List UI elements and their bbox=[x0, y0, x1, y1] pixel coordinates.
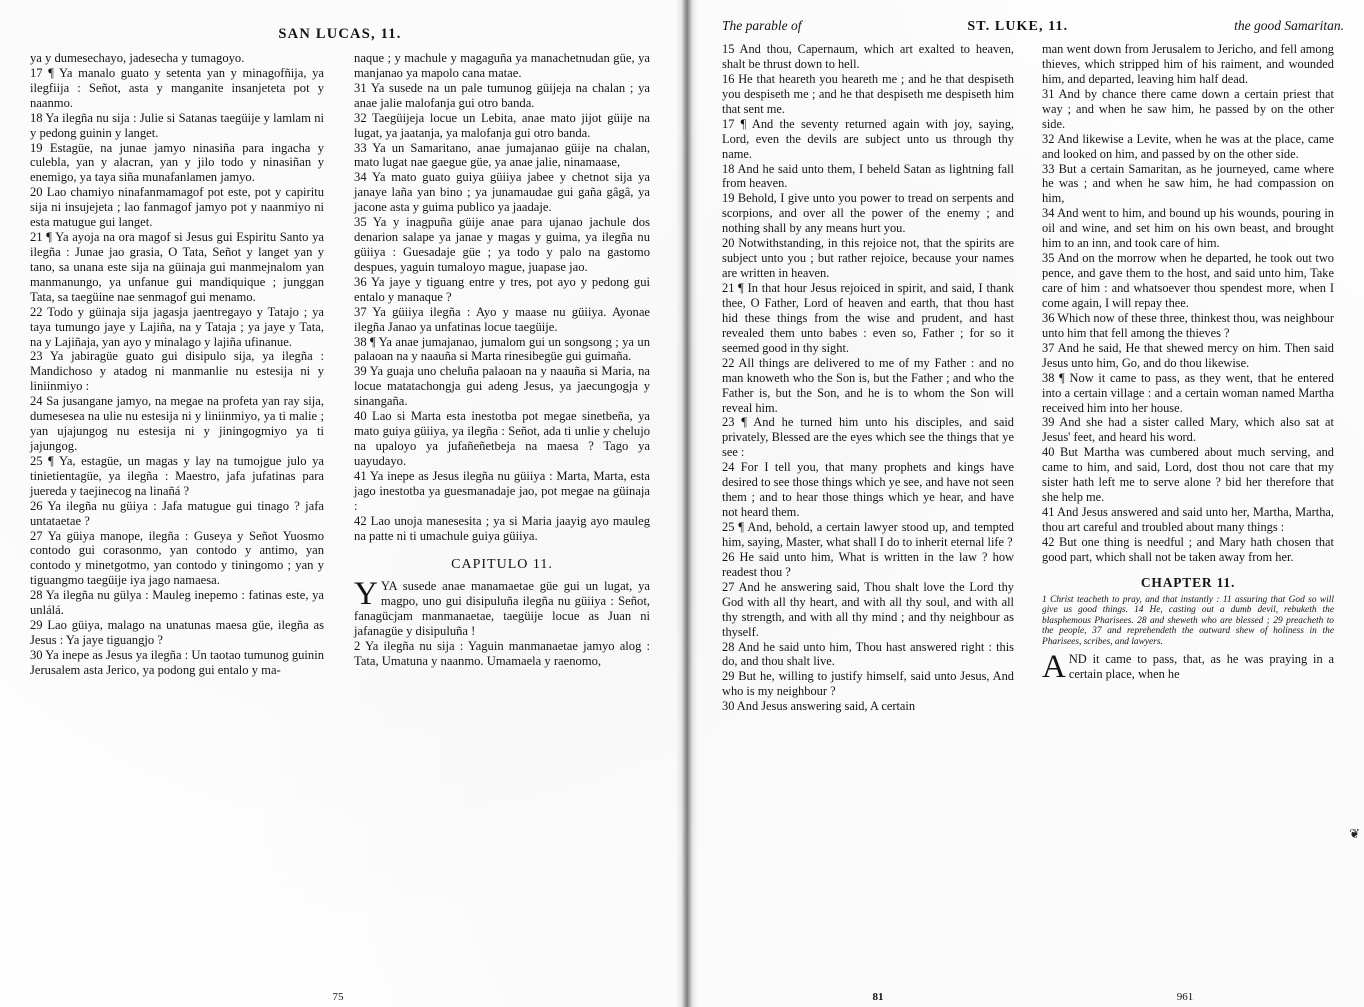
verse: 32 Taegüijeja locue un Lebita, anae mato jijot güije na lugat, ya jaatanja, ya malofanja gui otro banda. bbox=[354, 110, 650, 140]
drop-cap: A bbox=[1042, 649, 1066, 686]
right-folio-inner: 81 bbox=[872, 991, 884, 1003]
verse: 35 Ya y inagpuña güije anae para ujanao jachule dos denarion salape ya janae y magas y guima, ya ilegña nu güiiya : Guesadaje güe ; ya todo y palo na gastomo despues, yaguin tumaloyo mague, juapase jao. bbox=[354, 215, 650, 274]
drop-cap: Y bbox=[354, 576, 378, 613]
verse: 26 He said unto him, What is written in the law ? how readest thou ? bbox=[722, 549, 1014, 579]
verse: 19 Behold, I give unto you power to tread on serpents and scorpions, and over all the power of the enemy ; and nothing shall by any means hurt you. bbox=[722, 191, 1014, 236]
verse: 28 And he said unto him, Thou hast answered right : this do, and thou shalt live. bbox=[722, 639, 1014, 669]
verse: 20 Notwithstanding, in this rejoice not, that the spirits are subject unto you ; but rather rejoice, because your names are written in heaven. bbox=[722, 236, 1014, 281]
verse: 29 But he, willing to justify himself, said unto Jesus, And who is my neighbour ? bbox=[722, 669, 1014, 699]
verse: 15 And thou, Capernaum, which art exalted to heaven, shalt be thrust down to hell. bbox=[722, 42, 1014, 71]
left-page-columns bbox=[30, 51, 650, 678]
verse: 38 ¶ Ya anae jumajanao, jumalom gui un songsong ; ya un palaoan na y naauña si Marta rinesibegüe gui guimaña. bbox=[354, 334, 650, 364]
verse: 17 ¶ Ya manalo guato y setenta yan y minagofñija, ya ilegfiija : Señot, asta y manganite insanjeteta pot y naanmo. bbox=[30, 65, 325, 110]
verse: 32 And likewise a Levite, when he was at the place, came and looked on him, and passed by on the other side. bbox=[1042, 131, 1334, 161]
left-page-column-1 bbox=[30, 51, 340, 678]
left-page-header: SAN LUCAS, 11. bbox=[278, 26, 402, 42]
running-head-right: the good Samaritan. bbox=[1234, 18, 1344, 33]
verse-text: YA susede anae manamaetae güe gui un lugat, ya magpo, uno gui disipuluña ilegña nu güiiya : Señot, fanagücjam manmanaetae, taegüije locue as Juan ni jafanagüe y disipuluña ! bbox=[354, 579, 650, 639]
right-chapter-heading: CHAPTER 11. bbox=[1140, 574, 1236, 590]
verse: 27 Ya güiya manope, ilegña : Guseya y Señot Yuosmo contodo gui corasonmo, yan contodo y antimo, yan contodo y minetgotmo, yan contodo y tiningomo ; yan y tiguangmo taegüije iya jago namaesa. bbox=[30, 528, 325, 588]
verse: 24 Sa jusangane jamyo, na megae na profeta yan ray sija, dumesesea na ulie nu estesija ni y liniinmiyo, ya ti malie ; yan ujajungog nu estesija ni y jiningogmiyo ya ti jajungog. bbox=[30, 394, 325, 453]
verse: 33 Ya un Samaritano, anae jumajanao güije na chalan, mato lugat nae gaegue güe, ya anae jalie, ninamaase, bbox=[354, 140, 650, 170]
verse: 27 And he answering said, Thou shalt love the Lord thy God with all thy heart, and with all thy soul, and with all thy strength, and with all thy mind ; and thy neighbour as thyself. bbox=[722, 579, 1014, 639]
running-head-center: ST. LUKE, 11. bbox=[967, 19, 1069, 34]
right-folio-outer: 961 bbox=[1176, 991, 1194, 1003]
verse: 39 And she had a sister called Mary, which also sat at Jesus' feet, and heard his word. bbox=[1042, 415, 1334, 445]
verse: 31 And by chance there came down a certain priest that way ; and when he saw him, he passed by on the other side. bbox=[1042, 86, 1334, 131]
verse: 16 He that heareth you heareth me ; and he that despiseth you despiseth me ; and he that despiseth me despiseth him that sent me. bbox=[722, 71, 1014, 116]
verse: man went down from Jerusalem to Jericho, and fell among thieves, which stripped him of his raiment, and wounded him, and departed, leaving him half dead. bbox=[1042, 42, 1334, 86]
verse: 36 Which now of these three, thinkest thou, was neighbour unto him that fell among the thieves ? bbox=[1042, 310, 1334, 340]
verse: ya y dumesechayo, jadesecha y tumagoyo. bbox=[30, 51, 245, 65]
verse: 21 ¶ Ya ayoja na ora magof si Jesus gui Espiritu Santo ya ilegña : Junae jao grasia, O Tata, Señot y langet yan y tano, sa unana este sija na güinaja gui manmejnalom yan manmanungo, ya unfanue gui mandiquique ; junggan Tata, sa taegüine nae senmagof gui menamo. bbox=[30, 230, 325, 304]
verse: 34 And went to him, and bound up his wounds, pouring in oil and wine, and set him on his own beast, and brought him to an inn, and took care of him. bbox=[1042, 206, 1334, 251]
verse: naque ; y machule y magaguña ya manachetnudan güe, ya manjanao ya mapolo cana matae. bbox=[354, 51, 650, 80]
verse: 17 ¶ And the seventy returned again with joy, saying, Lord, even the devils are subject unto us through thy name. bbox=[722, 116, 1014, 161]
right-page bbox=[698, 0, 1364, 1007]
verse: 23 ¶ And he turned him unto his disciples, and said privately, Blessed are the eyes which see the things that ye see : bbox=[722, 415, 1014, 460]
verse: 42 Lao unoja manesesita ; ya si Maria jaayig ayo mauleg na patte ni ti umachule guiya güiiya. bbox=[354, 513, 650, 543]
verse: 29 Lao güiya, malago na unatunas maesa güe, ilegña as Jesus : Ya jaye tiguangjo ? bbox=[30, 618, 325, 647]
verse: 36 Ya jaye y tiguang entre y tres, pot ayo y pedong gui entalo y manaque ? bbox=[354, 274, 650, 304]
book-gutter bbox=[676, 0, 698, 1007]
right-page-header bbox=[722, 18, 1344, 35]
verse-text: ND it came to pass, that, as he was praying in a certain place, when he bbox=[1068, 652, 1334, 682]
left-page bbox=[0, 0, 676, 1007]
verse: 37 And he said, He that shewed mercy on him. Then said Jesus unto him, Go, and do thou likewise. bbox=[1042, 340, 1334, 370]
verse: 39 Ya guaja uno cheluña palaoan na y naauña si Maria, na locue matatachongja gui adeng Jesus, ya jaecungogja y sinangaña. bbox=[354, 364, 650, 409]
verse: 35 And on the morrow when he departed, he took out two pence, and gave them to the host, and said unto him, Take care of him : and whatsoever thou spendest more, when I come again, I will repay thee. bbox=[1042, 251, 1334, 310]
left-page-column-2 bbox=[340, 51, 650, 678]
verse: 40 Lao si Marta esta inestotba pot megae sinetbeña, ya mato guiya güiiya, ya ilegña : Señot, ada ti unlie y chelujo na upaloyo ya jufañeñetbeja na maesa ? Tago ya uayudayo. bbox=[354, 409, 650, 468]
left-folio: 75 bbox=[332, 991, 344, 1003]
running-head-left: The parable of bbox=[722, 18, 802, 33]
verse: 24 For I tell you, that many prophets and kings have desired to see those things which ye see, and have not seen them ; and to hear those things which ye hear, and have not heard them. bbox=[722, 460, 1014, 520]
verse-with-dropcap bbox=[1042, 649, 1334, 686]
verse: 40 But Martha was cumbered about much serving, and came to him, and said, Lord, dost thou not care that my sister hath left me to serve alone ? bid her therefore that she help me. bbox=[1042, 445, 1334, 505]
verse: 28 Ya ilegña nu gülya : Mauleg inepemo : fatinas este, ya unlálá. bbox=[30, 588, 325, 618]
verse: 23 Ya jabiragüe guato gui disipulo sija, ya ilegña : Mandichoso y atadog ni manmanlie nu estesija ni y liniinmiyo : bbox=[30, 349, 325, 394]
verse: 30 And Jesus answering said, A certain bbox=[722, 699, 916, 714]
verse: 2 Ya ilegña nu sija : Yaguin manmanaetae jamyo alog : Tata, Umatuna y naanmo. Umamaela y raenomo, bbox=[354, 639, 650, 669]
chapter-argument: 1 Christ teacheth to pray, and that instantly : 11 assuring that God so will give us good things. 14 He, casting out a dumb devil, rebuketh the blasphemous Pharisees. 28 and sheweth who are blessed ; 29 preacheth to the people, 37 and reprehendeth the outward shew of holiness in the Pharisees, scribes, and lawyers. bbox=[1042, 594, 1334, 647]
verse: 34 Ya mato guato guiya güiiya jabee y chetnot sija ya janaye laña yan bino ; ya junamaudae gui gaña gâgâ, ya jacone asta y guima publico ya jaadaje. bbox=[354, 170, 650, 215]
verse: 33 But a certain Samaritan, as he journeyed, came where he was ; and when he saw him, he had compassion on him, bbox=[1042, 161, 1334, 206]
verse: 25 ¶ And, behold, a certain lawyer stood up, and tempted him, saying, Master, what shall I do to inherit eternal life ? bbox=[722, 520, 1014, 549]
right-page-columns bbox=[722, 42, 1344, 714]
verse: 25 ¶ Ya, estagüe, un magas y lay na tumojgue julo ya tinietientagüe, ya ilegña : Maestro, jafa jufatinas para juereda y taejinecog na linañá ? bbox=[30, 453, 325, 498]
verse-with-dropcap bbox=[354, 576, 650, 639]
verse: 38 ¶ Now it came to pass, as they went, that he entered into a certain village : and a certain woman named Martha received him into her house. bbox=[1042, 370, 1334, 415]
verse: 41 Ya inepe as Jesus ilegña nu güiiya : Marta, Marta, esta jago inestotba ya guesmanadaje jao, pot megae na güinaja : bbox=[354, 468, 650, 513]
right-page-column-2 bbox=[1028, 42, 1334, 714]
verse: 19 Estagüe, na junae jamyo ninasiña para ingacha y culebla, yan y alacran, yan y jilo todo y ninasiñan y enemigo, ya taya siña munafanlamen jamyo. bbox=[30, 140, 325, 185]
verse: 41 And Jesus answered and said unto her, Martha, Martha, thou art careful and troubled about many things : bbox=[1042, 505, 1334, 534]
verse: 37 Ya güiiya ilegña : Ayo y maase nu güiiya. Ayonae ilegña Janao ya unfatinas locue taegüije. bbox=[354, 304, 650, 334]
verse: 18 Ya ilegña nu sija : Julie si Satanas taegüije y lamlam ni y pedong guinin y langet. bbox=[30, 110, 325, 140]
verse: 30 Ya inepe as Jesus ya ilegña : Un taotao tumunog guinin Jerusalem asta Jerico, ya podong gui entalo y ma- bbox=[30, 647, 325, 677]
verse: 22 Todo y güinaja sija jagasja jaentregayo y Tatajo ; ya taya tumungo jaye y Lajiña, na y Tataja ; ya jaye y Tata, na y Lajiñaja, yan ayo y minalago y lajiña ufinanue. bbox=[30, 304, 325, 349]
verse: 42 But one thing is needful ; and Mary hath chosen that good part, which shall not be taken away from her. bbox=[1042, 534, 1334, 564]
verse: 21 ¶ In that hour Jesus rejoiced in spirit, and said, I thank thee, O Father, Lord of heaven and earth, that thou hast hid these things from the wise and prudent, and hast revealed them unto babes : even so, Father ; for so it seemed good in thy sight. bbox=[722, 281, 1014, 355]
verse: 18 And he said unto them, I beheld Satan as lightning fall from heaven. bbox=[722, 161, 1014, 191]
verse: 26 Ya ilegña nu güiya : Jafa matugue gui tinago ? jafa untataetae ? bbox=[30, 498, 325, 528]
verse: 20 Lao chamiyo ninafanmamagof pot este, pot y capiritu sija ni insujejeta ; lao fanmagof jamyo pot y naanmiyo ni esta matugue gui langet. bbox=[30, 185, 325, 230]
left-chapter-heading: CAPITULO 11. bbox=[451, 557, 553, 573]
verse: 31 Ya susede na un pale tumunog güijeja na chalan ; ya anae jalie malofanja gui otro banda. bbox=[354, 80, 650, 110]
right-page-column-1 bbox=[722, 42, 1028, 714]
margin-mark: ❦ bbox=[1349, 826, 1360, 841]
verse: 22 All things are delivered to me of my Father : and no man knoweth who the Son is, but the Father ; and who the Father is, but the Son, and he is to whom the Son will reveal him. bbox=[722, 355, 1014, 415]
